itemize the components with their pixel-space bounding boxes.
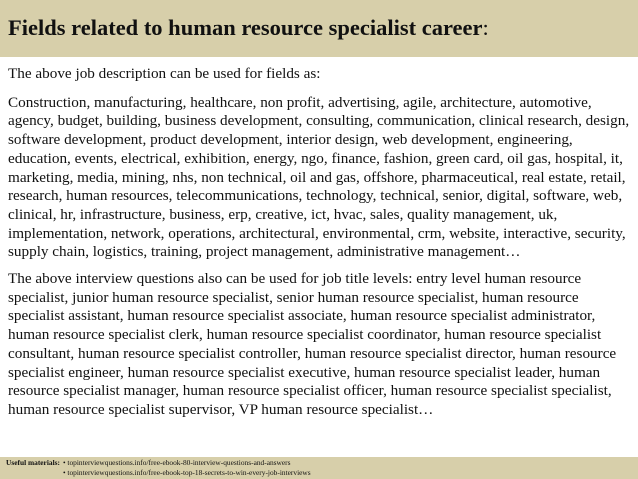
page-title <box>8 14 638 42</box>
footer-label: Useful materials: <box>6 458 60 467</box>
page-title-text: Fields related to human resource specialist career <box>8 15 483 40</box>
footer-link-ebook-18-secrets[interactable]: • topinterviewquestions.info/free-ebook-top-18-secrets-to-win-every-job-interviews <box>62 467 311 477</box>
job-levels-paragraph: The above interview questions also can be used for job title levels: entry level human resource specialist, junior human resource specialist, senior human resource specialist, human resource specialist assistant, human resource specialist associate, human resource specialist administrator, human resource specialist clerk, human resource specialist coordinator, human resource specialist consultant, human resource specialist controller, human resource specialist director, human resource specialist engineer, human resource specialist executive, human resource specialist leader, human resource specialist manager, human resource specialist officer, human resource specialist specialist, human resource specialist supervisor, VP human resource specialist… <box>8 270 617 418</box>
title-banner <box>0 0 638 57</box>
intro-text: The above job description can be used for fields as: <box>8 65 321 82</box>
footer-banner <box>0 457 638 479</box>
main-content <box>8 65 634 420</box>
footer-links <box>63 458 311 479</box>
page-title-colon: : <box>482 15 489 40</box>
fields-paragraph: Construction, manufacturing, healthcare, non profit, advertising, agile, architecture, automotive, agency, budget, building, business development, consulting, communication, clinical research, design, software development, product development, interior design, web development, engineering, education, events, electrical, exhibition, energy, ngo, finance, fashion, green card, oil gas, hospital, it, marketing, media, mining, nhs, non technical, oil and gas, offshore, pharmaceutical, real estate, retail, research, human resources, telecommunications, technology, technical, senior, digital, software, web, clinical, hr, infrastructure, business, erp, creative, ict, hvac, sales, quality management, uk, implementation, network, operations, architectural, environmental, crm, website, interactive, security, supply chain, logistics, training, project management, administrative management… <box>8 93 630 261</box>
footer-link-ebook-80-questions[interactable]: • topinterviewquestions.info/free-ebook-80-interview-questions-and-answers <box>62 458 291 467</box>
